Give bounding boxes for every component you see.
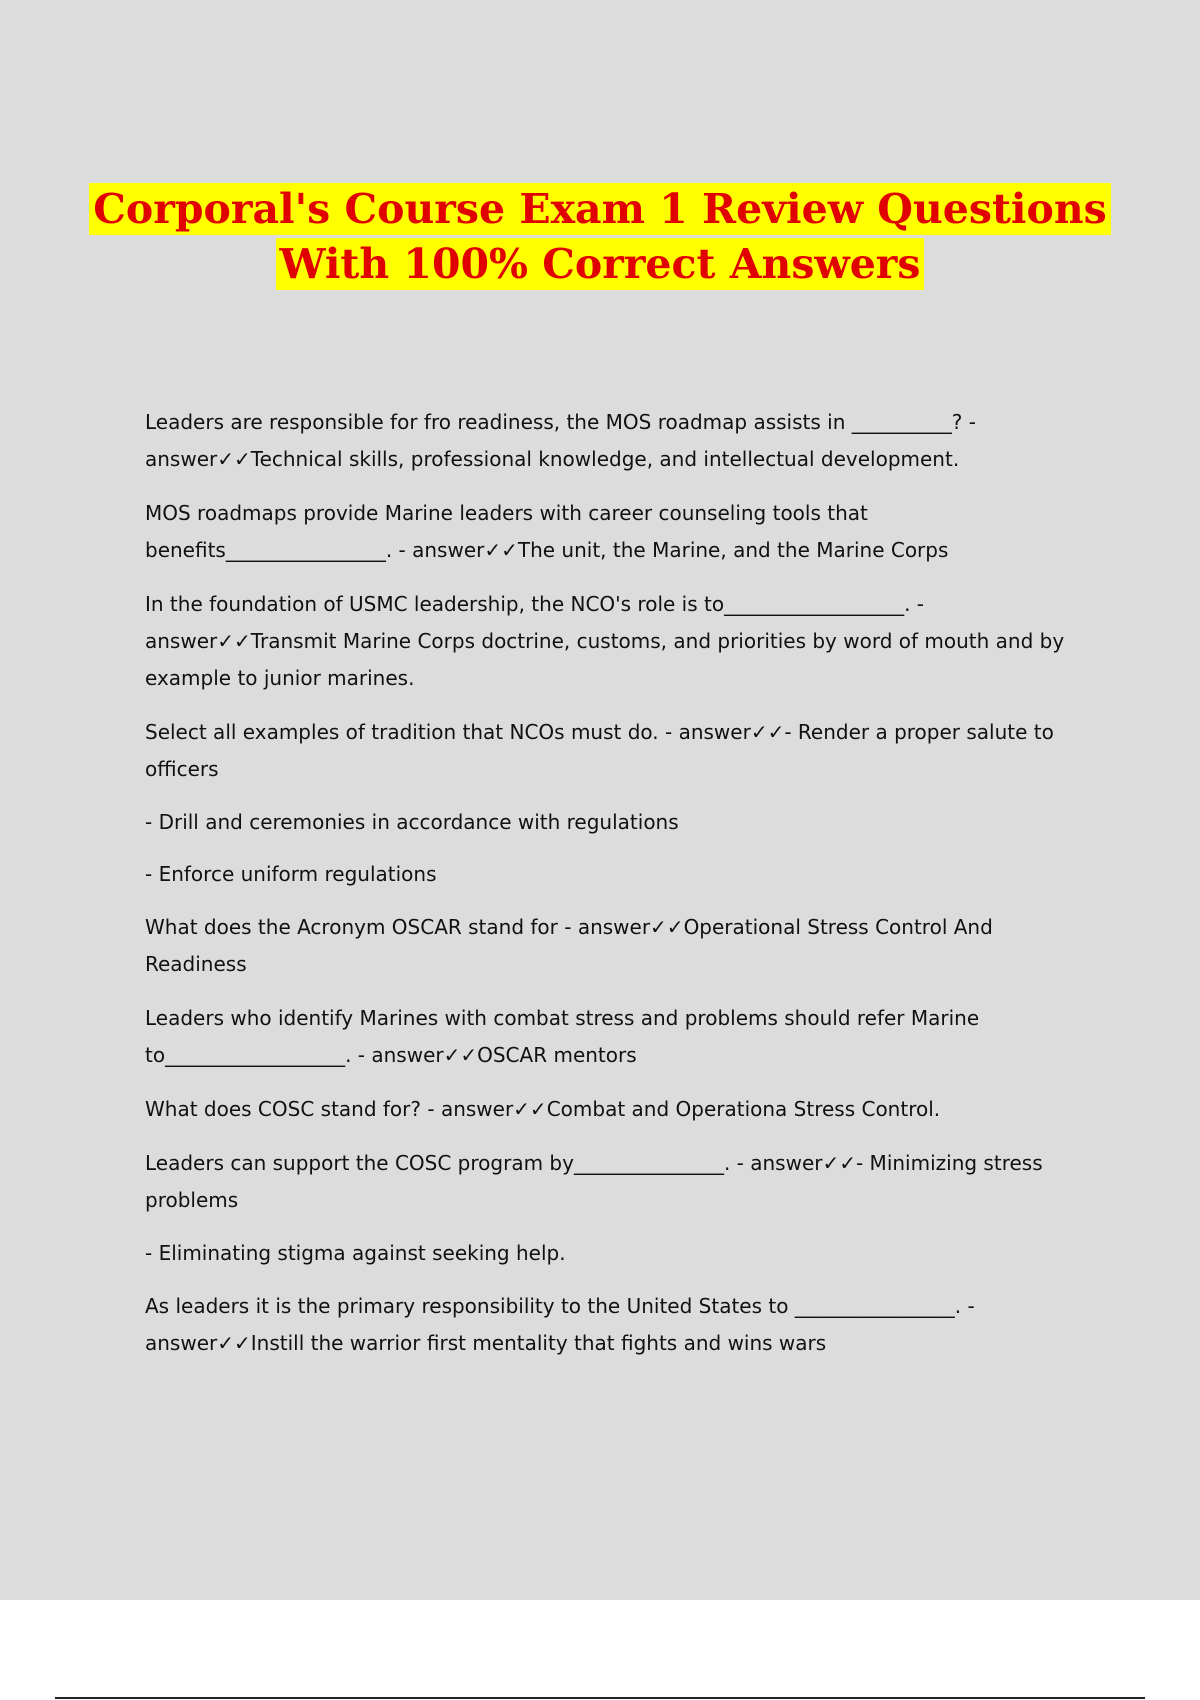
question-primary-responsibility: As leaders it is the primary responsibility to the United States to ________________. - answer✓✓Instill the warrior first mentality that fights and wins wars <box>145 1294 975 1355</box>
question-oscar-acronym: What does the Acronym OSCAR stand for - answer✓✓Operational Stress Control And Readiness <box>145 915 993 976</box>
question-tradition-examples: Select all examples of tradition that NCOs must do. - answer✓✓- Render a proper salute to officers <box>145 720 1054 781</box>
answer-bullet-drill: - Drill and ceremonies in accordance with regulations <box>145 810 679 834</box>
document-body <box>145 404 1095 1379</box>
question-nco-role: In the foundation of USMC leadership, the NCO's role is to__________________. - answer✓✓Transmit Marine Corps doctrine, customs, and priorities by word of mouth and by example to junior marines. <box>145 592 1065 690</box>
title-line-1: Corporal's Course Exam 1 Review Questions <box>89 183 1110 235</box>
answer-bullet-stigma: - Eliminating stigma against seeking help. <box>145 1241 566 1265</box>
question-support-cosc: Leaders can support the COSC program by_______________. - answer✓✓- Minimizing stress problems <box>145 1151 1043 1212</box>
answer-bullet-uniform: - Enforce uniform regulations <box>145 862 437 886</box>
title-line-2: With 100% Correct Answers <box>276 238 925 290</box>
question-leaders-responsible: Leaders are responsible for fro readiness, the MOS roadmap assists in __________? - answer✓✓Technical skills, professional knowledge, and intellectual development. <box>145 410 976 471</box>
footer-rule <box>55 1697 1145 1699</box>
question-mos-roadmaps: MOS roadmaps provide Marine leaders with career counseling tools that benefits________________. - answer✓✓The unit, the Marine, and the Marine Corps <box>145 501 949 562</box>
question-refer-marine: Leaders who identify Marines with combat stress and problems should refer Marine to__________________. - answer✓✓OSCAR mentors <box>145 1006 980 1067</box>
document-title <box>0 183 1200 293</box>
question-cosc-stand-for: What does COSC stand for? - answer✓✓Combat and Operationa Stress Control. <box>145 1097 941 1121</box>
